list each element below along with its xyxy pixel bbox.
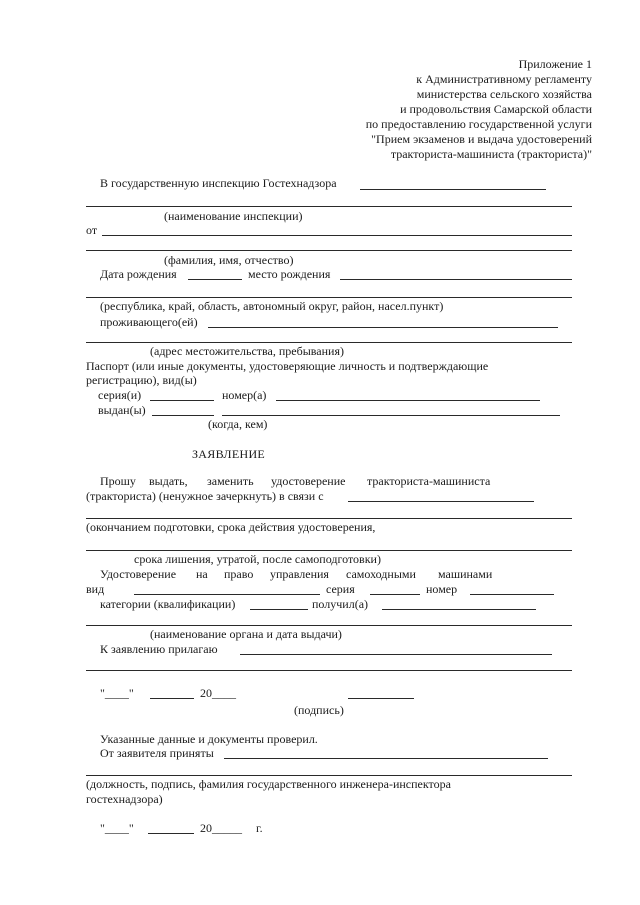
header-line: и продовольствия Самарской области [400,102,592,116]
reason-hint: (окончанием подготовки, срока действия удостоверения, [86,520,376,534]
year-abbr: г. [256,821,263,835]
attachments-field-2[interactable] [86,670,572,671]
header-line: министерства сельского хозяйства [416,87,592,101]
inspection-field-line[interactable] [360,189,546,190]
header-line: к Административному регламенту [416,72,592,86]
checked-text: Указанные данные и документы проверил. [100,732,318,746]
received-field[interactable] [382,609,536,610]
request-word: Прошу [100,474,136,488]
date-day: "____" [100,686,134,700]
organ-hint: (наименование органа и дата выдачи) [150,627,342,641]
inspection-field-line-2[interactable] [86,206,572,207]
accepted-label: От заявителя приняты [100,746,214,760]
statement-title: ЗАЯВЛЕНИЕ [192,447,266,461]
passport-text: Паспорт (или иные документы, удостоверяющие личность и подтверждающие [86,359,489,373]
request-word: тракториста-машиниста [367,474,491,488]
type-field[interactable] [134,594,320,595]
final-date-day: "____" [100,821,134,835]
issued-date-field[interactable] [152,415,214,416]
request-word: выдать, [149,474,188,488]
series-field[interactable] [150,400,214,401]
issued-by-field[interactable] [222,415,560,416]
passport-text-2: регистрацию), вид(ы) [86,373,197,387]
request-word: удостоверение [271,474,346,488]
from-label: от [86,223,98,237]
accepted-field[interactable] [224,758,548,759]
final-date-year: 20_____ [200,821,242,835]
series2-field[interactable] [370,594,420,595]
type-label: вид [86,582,105,596]
fio-field-line-2[interactable] [86,250,572,251]
license-word: машинами [438,567,493,581]
number-field[interactable] [276,400,540,401]
birth-date-field[interactable] [188,279,242,280]
residing-label: проживающего(ей) [100,315,198,329]
license-word: Удостоверение [100,567,177,581]
request-word: заменить [207,474,254,488]
categories-field[interactable] [250,609,308,610]
received-label: получил(а) [312,597,369,611]
issued-label: выдан(ы) [98,403,146,417]
address-field[interactable] [208,327,558,328]
header-line: по предоставлению государственной услуги [365,117,592,131]
date-month-field[interactable] [150,698,194,699]
fio-hint: (фамилия, имя, отчество) [164,253,294,267]
fio-field-line[interactable] [102,235,572,236]
header-line: "Прием экзаменов и выдача удостоверений [371,132,592,146]
address-field-2[interactable] [86,342,572,343]
accepted-field-2[interactable] [86,775,572,776]
number2-field[interactable] [470,594,554,595]
date-year: 20____ [200,686,236,700]
inspection-name-hint: (наименование инспекции) [164,209,303,223]
reason-field[interactable] [348,501,534,502]
attachments-field[interactable] [240,654,552,655]
birth-place-field[interactable] [340,279,572,280]
license-word: право [224,567,254,581]
license-word: самоходными [346,567,416,581]
license-word: на [196,567,208,581]
categories-label: категории (квалификации) [100,597,236,611]
header-line: тракториста-машиниста (тракториста)" [390,147,592,161]
series2-label: серия [326,582,355,596]
license-word: управления [270,567,329,581]
reason-field-2[interactable] [86,518,572,519]
region-hint: (республика, край, область, автономный округ, район, насел.пункт) [100,299,444,313]
reason-field-3[interactable] [86,550,572,551]
reason-hint-2: срока лишения, утратой, после самоподготовки) [134,552,381,566]
inspector-hint-2: гостехнадзора) [86,792,163,806]
series-label: серия(и) [98,388,142,402]
birth-date-label: Дата рождения [100,267,177,281]
signature-hint: (подпись) [294,703,344,717]
number2-label: номер [426,582,458,596]
signature-field[interactable] [348,698,414,699]
attached-label: К заявлению прилагаю [100,642,218,656]
address-hint: (адрес местожительства, пребывания) [150,344,344,358]
organ-field[interactable] [86,625,572,626]
birth-place-field-2[interactable] [86,297,572,298]
number-label: номер(а) [222,388,267,402]
appendix-number: Приложение 1 [518,57,592,71]
inspector-hint: (должность, подпись, фамилия государственного инженера-инспектора [86,777,451,791]
when-by-whom-hint: (когда, кем) [208,417,268,431]
to-inspection-label: В государственную инспекцию Гостехнадзора [100,176,337,190]
request-text-line2: (тракториста) (ненужное зачеркнуть) в связи с [86,489,324,503]
final-date-month-field[interactable] [148,833,194,834]
birth-place-label: место рождения [248,267,331,281]
